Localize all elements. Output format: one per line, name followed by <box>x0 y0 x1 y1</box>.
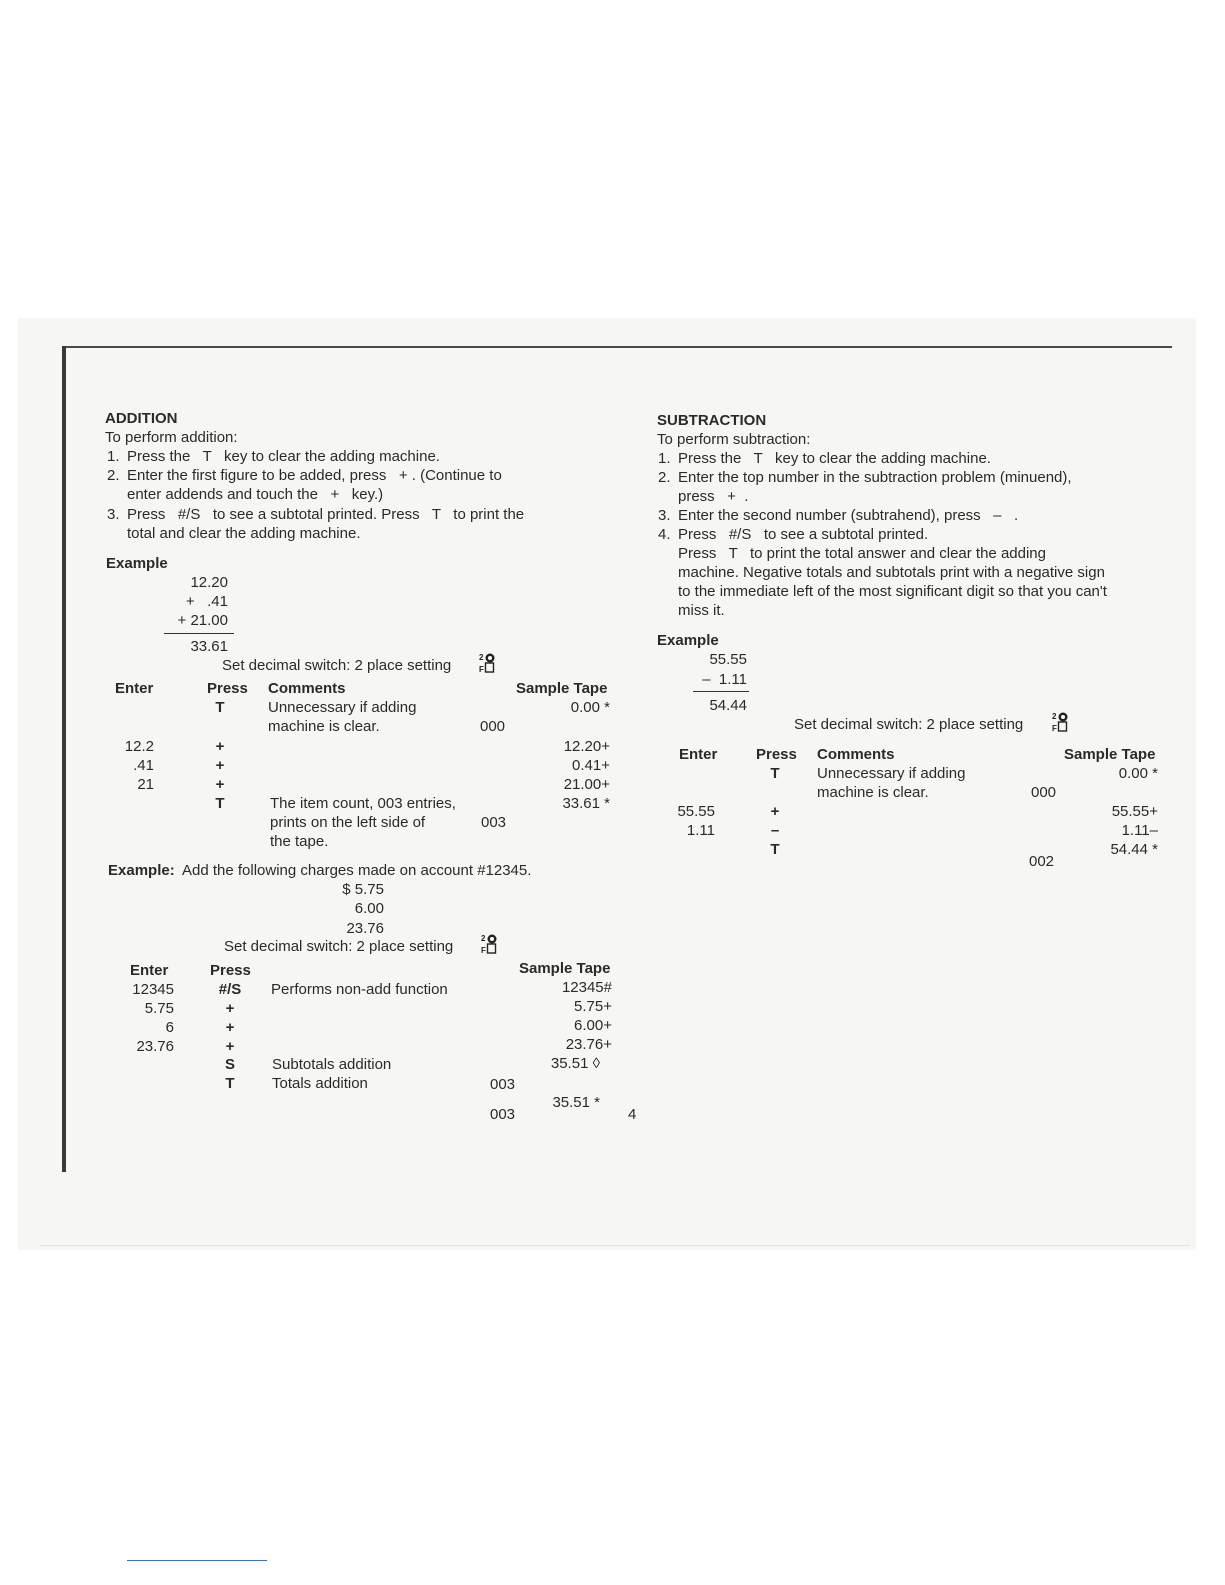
addition-example-line-3: + 21.00 <box>177 612 228 629</box>
addition-sum-line <box>164 633 234 634</box>
account-col-press: Press <box>210 962 251 979</box>
left-binding-edge <box>62 346 66 1172</box>
addition-row-press: T <box>215 795 225 812</box>
svg-text:2: 2 <box>481 934 486 943</box>
subtraction-row-press: T <box>770 841 780 858</box>
account-row-press: + <box>225 1000 235 1017</box>
account-row-press: + <box>225 1019 235 1036</box>
addition-row-count: 000 <box>480 718 506 735</box>
addition-row-tape: 12.20+ <box>563 738 610 755</box>
account-row-enter: 6 <box>165 1019 174 1036</box>
subtraction-row-count: 000 <box>1031 784 1057 801</box>
addition-row-comment: Unnecessary if adding <box>268 699 417 716</box>
account-charge: 6.00 <box>354 900 384 917</box>
addition-row-enter: .41 <box>133 757 154 774</box>
subtraction-col-tape: Sample Tape <box>1064 746 1156 763</box>
account-row-enter: 5.75 <box>144 1000 174 1017</box>
account-row-count: 003 <box>490 1076 516 1093</box>
addition-step-2-text-1: Enter the first figure to be added, press + . (Continue to <box>127 467 502 484</box>
subtraction-step-1-text: Press the T key to clear the adding machine. <box>678 450 991 467</box>
subtraction-row-tape: 55.55+ <box>1111 803 1158 820</box>
account-row-comment: Totals addition <box>272 1075 368 1092</box>
subtraction-row-press: T <box>770 765 780 782</box>
account-example-label: Example: <box>108 862 175 879</box>
addition-row-press: + <box>215 776 225 793</box>
addition-row-comment: machine is clear. <box>268 718 380 735</box>
subtraction-step-4-text-1: Press #/S to see a subtotal printed. <box>678 526 929 543</box>
addition-row-comment: The item count, 003 entries, <box>270 795 456 812</box>
addition-example-label: Example <box>106 555 168 572</box>
addition-col-enter: Enter <box>115 680 154 697</box>
subtraction-col-enter: Enter <box>679 746 718 763</box>
subtraction-intro: To perform subtraction: <box>657 431 811 448</box>
addition-example-line-1: 12.20 <box>190 574 228 591</box>
addition-step-2-num: 2. <box>107 467 120 484</box>
account-charge: $ 5.75 <box>342 881 384 898</box>
account-decimal-note: Set decimal switch: 2 place setting <box>224 938 454 955</box>
addition-step-1-text: Press the T key to clear the adding machine. <box>127 448 440 465</box>
subtraction-col-press: Press <box>756 746 797 763</box>
account-row-comment: Subtotals addition <box>272 1056 392 1073</box>
page-bottom-edge <box>40 1245 1190 1246</box>
subtraction-row-press: + <box>770 803 780 820</box>
subtraction-row-tape: 0.00 * <box>1118 765 1158 782</box>
subtraction-row-comment: Unnecessary if adding <box>817 765 966 782</box>
addition-row-enter: 21 <box>137 776 154 793</box>
account-row-count: 003 <box>490 1106 516 1123</box>
subtraction-step-2-num: 2. <box>658 469 671 486</box>
subtraction-step-4-text-4: to the immediate left of the most significant digit so that you can't <box>678 583 1107 600</box>
account-row-enter: 12345 <box>132 981 174 998</box>
subtraction-sum-line <box>693 691 749 692</box>
subtraction-example-line-2: – 1.11 <box>702 671 747 688</box>
addition-heading: ADDITION <box>105 410 178 427</box>
subtraction-step-2-text-1: Enter the top number in the subtraction problem (minuend), <box>678 469 1072 486</box>
addition-step-3-text-2: total and clear the adding machine. <box>127 525 361 542</box>
addition-row-comment: prints on the left side of <box>270 814 426 831</box>
account-example-text: Add the following charges made on account #12345. <box>182 862 532 879</box>
subtraction-row-enter: 1.11 <box>686 822 715 839</box>
addition-step-3-text-1: Press #/S to see a subtotal printed. Press T to print the <box>127 506 525 523</box>
svg-text:F: F <box>479 665 484 674</box>
addition-row-press: T <box>215 699 225 716</box>
account-row-tape: 6.00+ <box>574 1017 612 1034</box>
subtraction-heading: SUBTRACTION <box>657 412 767 429</box>
decimal-switch-icon <box>479 652 495 674</box>
svg-text:F: F <box>481 946 486 955</box>
account-col-tape: Sample Tape <box>519 960 611 977</box>
subtraction-step-4-text-2: Press T to print the total answer and clear the adding <box>678 545 1046 562</box>
page-number: 4 <box>628 1106 637 1123</box>
subtraction-step-3-text: Enter the second number (subtrahend), press – . <box>678 507 1019 524</box>
account-row-press: T <box>225 1075 235 1092</box>
addition-row-tape: 21.00+ <box>563 776 610 793</box>
account-row-tape: 5.75+ <box>574 998 612 1015</box>
subtraction-example-label: Example <box>657 632 719 649</box>
account-row-press: + <box>225 1038 235 1055</box>
subtraction-step-1-num: 1. <box>658 450 671 467</box>
addition-row-press: + <box>215 738 225 755</box>
subtraction-step-3-num: 3. <box>658 507 671 524</box>
subtraction-row-count: 002 <box>1029 853 1055 870</box>
account-row-tape: 12345# <box>561 979 612 996</box>
account-row-press: S <box>224 1056 235 1073</box>
subtraction-col-comments: Comments <box>817 746 895 763</box>
addition-row-press: + <box>215 757 225 774</box>
subtraction-row-tape: 1.11– <box>1121 822 1158 839</box>
addition-row-enter: 12.2 <box>124 738 154 755</box>
subtraction-example-result: 54.44 <box>709 697 747 714</box>
account-row-tape: 35.51 * <box>552 1094 600 1111</box>
svg-text:F: F <box>1052 724 1057 733</box>
subtraction-row-enter: 55.55 <box>677 803 715 820</box>
addition-row-comment: the tape. <box>270 833 329 850</box>
subtraction-example-line-1: 55.55 <box>709 651 747 668</box>
addition-step-2-text-2: enter addends and touch the + key.) <box>127 486 384 503</box>
addition-col-press: Press <box>207 680 248 697</box>
subtraction-row-press: – <box>770 822 780 839</box>
svg-text:2: 2 <box>479 653 484 662</box>
account-row-comment: Performs non-add function <box>271 981 448 998</box>
addition-example-line-2: + .41 <box>185 593 228 610</box>
addition-step-1-num: 1. <box>107 448 120 465</box>
account-charge: 23.76 <box>346 920 384 937</box>
addition-row-tape: 0.41+ <box>572 757 610 774</box>
subtraction-step-4-text-3: machine. Negative totals and subtotals print with a negative sign <box>678 564 1105 581</box>
decimal-switch-icon <box>481 933 497 955</box>
subtraction-step-2-text-2: press + . <box>678 488 749 505</box>
addition-row-count: 003 <box>481 814 507 831</box>
subtraction-step-4-num: 4. <box>658 526 671 543</box>
account-row-enter: 23.76 <box>136 1038 174 1055</box>
footer-link-underline <box>127 1560 267 1561</box>
addition-decimal-note: Set decimal switch: 2 place setting <box>222 657 452 674</box>
subtraction-step-4-text-5: miss it. <box>678 602 725 619</box>
account-row-tape: 35.51 ◊ <box>550 1055 600 1072</box>
addition-example-result: 33.61 <box>190 638 228 655</box>
addition-col-tape: Sample Tape <box>516 680 608 697</box>
account-row-press: #/S <box>218 981 242 998</box>
account-row-tape: 23.76+ <box>565 1036 612 1053</box>
subtraction-decimal-note: Set decimal switch: 2 place setting <box>794 716 1024 733</box>
subtraction-row-tape: 54.44 * <box>1110 841 1158 858</box>
top-rule <box>62 346 1172 348</box>
decimal-switch-icon <box>1052 711 1068 733</box>
subtraction-row-comment: machine is clear. <box>817 784 929 801</box>
svg-text:2: 2 <box>1052 712 1057 721</box>
addition-row-tape: 33.61 * <box>562 795 610 812</box>
addition-intro: To perform addition: <box>105 429 238 446</box>
addition-row-tape: 0.00 * <box>570 699 610 716</box>
account-col-enter: Enter <box>130 962 169 979</box>
addition-step-3-num: 3. <box>107 506 120 523</box>
addition-col-comments: Comments <box>268 680 346 697</box>
